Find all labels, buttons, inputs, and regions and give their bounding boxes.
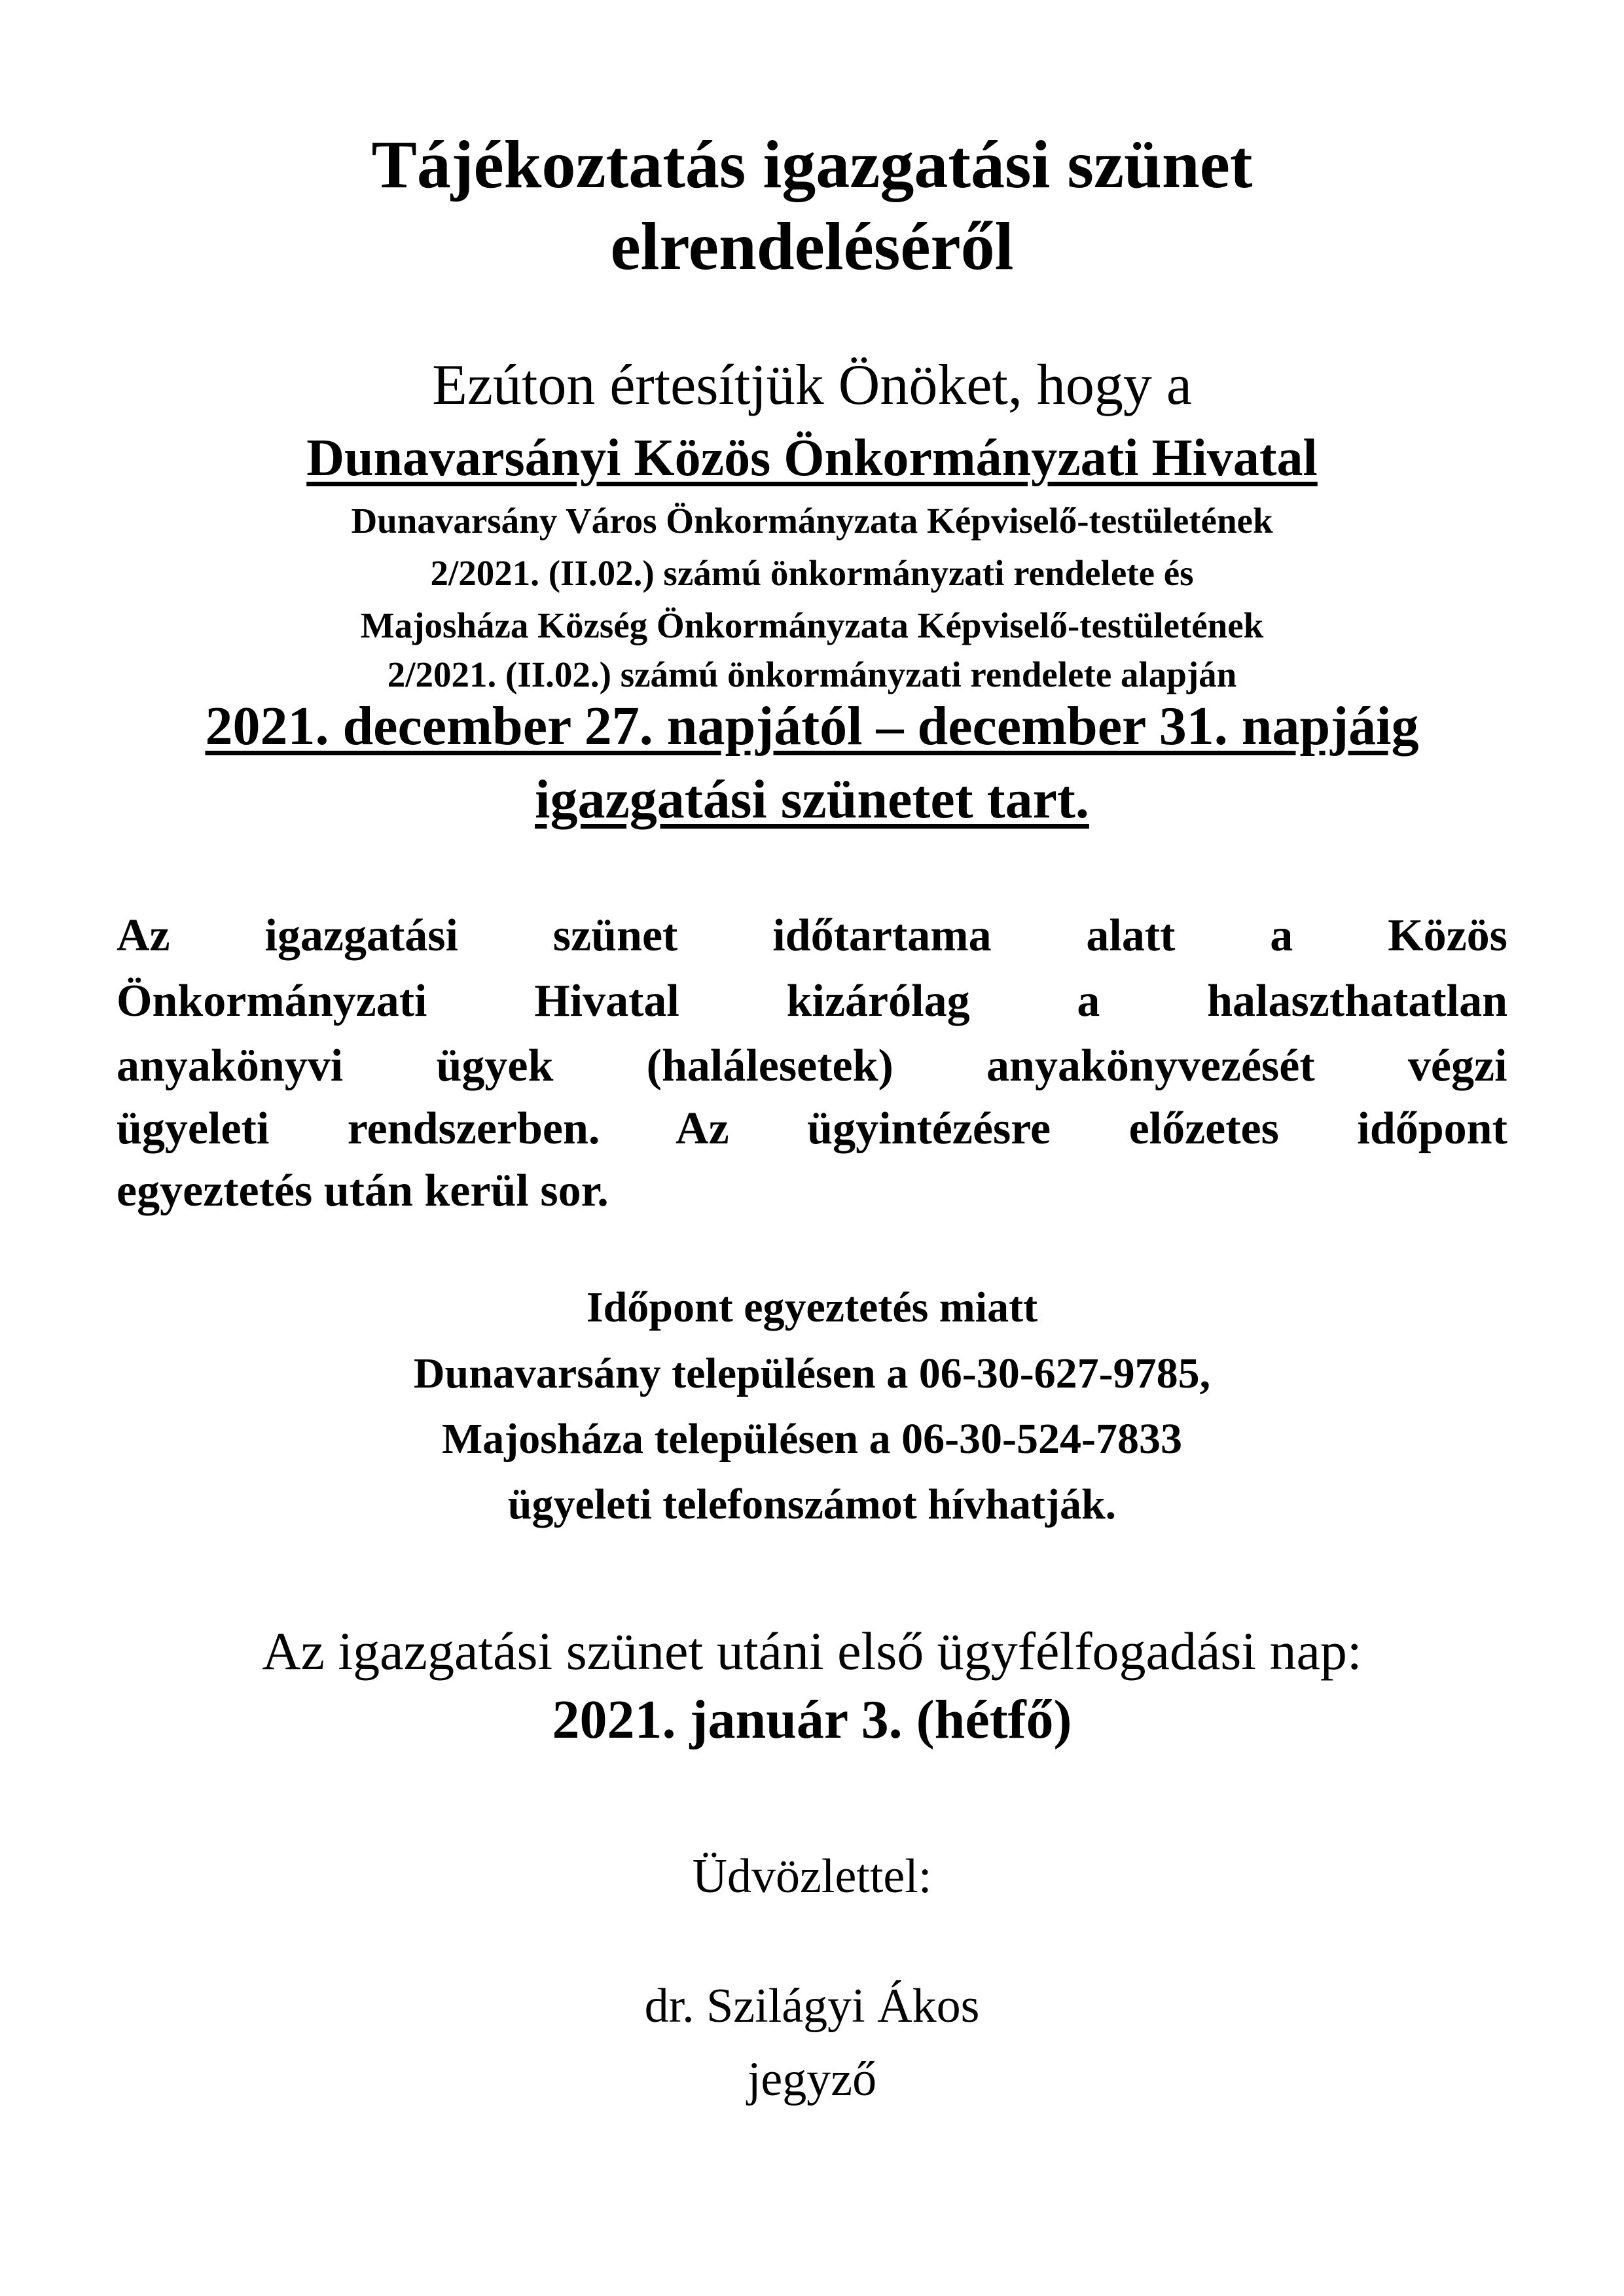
paragraph-line: egyeztetés után kerül sor. [117,1166,609,1216]
legal-basis-line: Dunavarsány Város Önkormányzata Képviselő-testületének [351,501,1273,541]
contact-line: ügyeleti telefonszámot hívhatják. [507,1480,1117,1528]
signature-name: dr. Szilágyi Ákos [644,1979,980,2033]
contact-line-majoshaza-phone: Majosháza településen a 06-30-524-7833 [441,1415,1183,1463]
document-title-line-2: elrendeléséről [610,209,1014,284]
intro-lead: Ezúton értesítjük Önöket, hogy a [432,353,1192,417]
paragraph-line: Az igazgatási szünet időtartama alatt a Közös [117,910,1507,961]
office-name: Dunavarsányi Közös Önkormányzati Hivatal [306,429,1318,487]
legal-basis-line: Majosháza Község Önkormányzata Képviselő-testületének [360,605,1264,645]
legal-basis-line: 2/2021. (II.02.) számú önkormányzati rendelete és [430,553,1194,593]
closure-statement: igazgatási szünetet tart. [535,769,1089,830]
closure-period: 2021. december 27. napjától – december 31. napjáig [205,696,1419,757]
contact-line-dunavarsany-phone: Dunavarsány településen a 06-30-627-9785, [413,1350,1211,1397]
paragraph-line: Önkormányzati Hivatal kizárólag a halaszthatatlan [117,976,1507,1026]
next-office-day-date: 2021. január 3. (hétfő) [552,1689,1072,1750]
document-title-line-1: Tájékoztatás igazgatási szünet [371,127,1253,202]
paragraph-line: anyakönyvi ügyek (halálesetek) anyakönyvezését végzi [117,1041,1507,1091]
paragraph-line: ügyeleti rendszerben. Az ügyintézésre előzetes időpont [117,1103,1507,1154]
legal-basis-line: 2/2021. (II.02.) számú önkormányzati rendelete alapján [387,655,1237,694]
signature-role: jegyző [747,2053,877,2106]
signature-greeting: Üdvözlettel: [692,1850,932,1903]
next-office-day-label: Az igazgatási szünet utáni első ügyfélfogadási nap: [262,1621,1362,1681]
contact-line: Időpont egyeztetés miatt [586,1283,1038,1331]
